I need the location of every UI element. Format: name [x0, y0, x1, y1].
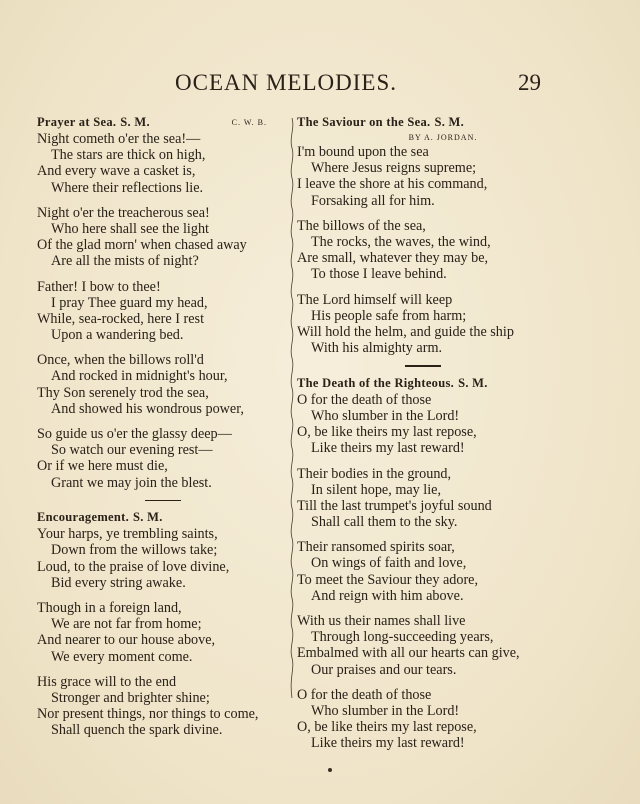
hymn-author: BY A. JORDAN.	[408, 133, 478, 142]
verse-line: Who here shall see the light	[51, 220, 209, 237]
verse-line: Embalmed with all our hearts can give,	[297, 645, 520, 662]
ornament-dot	[328, 768, 332, 772]
verse-line: We are not far from home;	[51, 616, 202, 633]
hymn-title-text: Encouragement.	[37, 510, 130, 525]
verse-line: Upon a wandering bed.	[51, 327, 184, 344]
left-column	[37, 114, 289, 748]
verse-line: Our praises and our tears.	[311, 661, 457, 678]
verse-line: The rocks, the waves, the wind,	[311, 233, 491, 250]
verse-line: To meet the Saviour they adore,	[297, 571, 479, 588]
hymn-title	[297, 375, 549, 392]
verse-line: The stars are thick on high,	[51, 147, 206, 164]
verse-line: So guide us o'er the glassy deep—	[37, 426, 232, 442]
verse-line: I pray Thee guard my head,	[51, 294, 208, 311]
running-title: OCEAN MELODIES.	[175, 70, 397, 95]
hymn-title-text: The Death of the Righteous.	[297, 375, 455, 390]
verse-line: Though in a foreign land,	[37, 600, 182, 616]
verse-line: So watch our evening rest—	[51, 442, 213, 459]
stanza	[297, 687, 549, 752]
verse-line: While, sea-rocked, here I rest	[37, 310, 205, 327]
section-rule	[145, 500, 181, 502]
verse-line: Shall call them to the sky.	[311, 514, 458, 531]
verse-line: Their ransomed spirits soar,	[297, 539, 455, 556]
verse-line: Through long-succeeding years,	[311, 629, 494, 646]
verse-line: Where their reflections lie.	[51, 179, 204, 196]
verse-line: The Lord himself will keep	[297, 291, 453, 308]
stanza	[297, 392, 549, 457]
verse-line: Who slumber in the Lord!	[311, 407, 460, 424]
stanza	[37, 131, 289, 196]
stanza	[297, 218, 549, 283]
verse-line: Shall quench the spark divine.	[51, 722, 223, 739]
verse-line: Bid every string awake.	[51, 574, 186, 591]
verse-line: Are all the mists of night?	[51, 253, 199, 270]
verse-line: Or if we here must die,	[37, 458, 168, 475]
verse-line: O for the death of those	[297, 391, 432, 408]
section-rule	[405, 365, 441, 367]
stanza	[297, 292, 549, 357]
stanza	[297, 613, 549, 678]
verse-line: Will hold the helm, and guide the ship	[297, 323, 514, 340]
verse-line: Stronger and brighter shine;	[51, 689, 210, 706]
verse-line: Like theirs my last reward!	[311, 440, 465, 457]
verse-line: Thy Son serenely trod the sea,	[37, 384, 209, 401]
hymn-title	[297, 114, 549, 131]
verse-line: Till the last trumpet's joyful sound	[297, 497, 492, 514]
verse-line: Who slumber in the Lord!	[311, 702, 460, 719]
column-divider	[289, 118, 295, 698]
verse-line: I'm bound upon the sea	[297, 144, 429, 160]
stanza	[37, 526, 289, 591]
verse-line: Once, when the billows roll'd	[37, 352, 204, 369]
verse-line: Where Jesus reigns supreme;	[311, 160, 477, 177]
verse-line: O, be like theirs my last repose,	[297, 719, 477, 736]
verse-line: O for the death of those	[297, 686, 432, 703]
hymn-title-text: Prayer at Sea.	[37, 115, 117, 129]
verse-line: To those I leave behind.	[311, 266, 447, 283]
verse-line: Are small, whatever they may be,	[297, 250, 489, 267]
verse-line: Down from the willows take;	[51, 542, 218, 559]
hymn-meter: S. M.	[434, 115, 465, 129]
verse-line: O, be like theirs my last repose,	[297, 424, 477, 441]
verse-line: His people safe from harm;	[311, 307, 467, 324]
verse-line: Grant we may join the blest.	[51, 474, 212, 491]
verse-line: Loud, to the praise of love divine,	[37, 558, 230, 575]
verse-line: On wings of faith and love,	[311, 555, 467, 572]
stanza	[37, 674, 289, 739]
stanza	[297, 466, 549, 531]
verse-line: Night cometh o'er the sea!—	[37, 131, 201, 147]
stanza	[37, 352, 289, 417]
verse-line: With his almighty arm.	[311, 340, 443, 357]
verse-line: Of the glad morn' when chased away	[37, 237, 247, 254]
stanza	[37, 205, 289, 270]
stanza	[297, 144, 549, 209]
hymn	[297, 114, 549, 356]
verse-line: With us their names shall live	[297, 613, 466, 629]
verse-line: His grace will to the end	[37, 673, 177, 690]
verse-line: And every wave a casket is,	[37, 163, 196, 180]
verse-line: Like theirs my last reward!	[311, 735, 465, 752]
hymn	[37, 509, 289, 738]
hymn-title	[37, 114, 289, 131]
verse-line: Your harps, ye trembling saints,	[37, 526, 218, 543]
verse-line: The billows of the sea,	[297, 217, 426, 234]
stanza	[37, 426, 289, 491]
verse-line: Father! I bow to thee!	[37, 278, 161, 295]
verse-line: In silent hope, may lie,	[311, 481, 442, 498]
hymn	[297, 375, 549, 752]
verse-line: And reign with him above.	[311, 587, 464, 604]
hymn-title-text: The Saviour on the Sea.	[297, 115, 431, 129]
verse-line: Nor present things, nor things to come,	[37, 706, 259, 723]
hymn	[37, 114, 289, 491]
page-header	[0, 70, 640, 104]
stanza	[297, 539, 549, 604]
stanza	[37, 600, 289, 665]
verse-line: And nearer to our house above,	[37, 632, 216, 649]
page-number: 29	[518, 70, 541, 95]
hymn-meter: S. M.	[458, 375, 488, 390]
verse-line: Night o'er the treacherous sea!	[37, 204, 210, 221]
verse-line: And rocked in midnight's hour,	[51, 368, 228, 385]
hymn-meter: S. M.	[120, 115, 150, 129]
right-column	[297, 114, 549, 761]
hymn-author: C. W. B.	[231, 118, 267, 127]
verse-line: I leave the shore at his command,	[297, 176, 488, 193]
verse-line: Their bodies in the ground,	[297, 465, 452, 482]
hymn-meter: S. M.	[133, 510, 163, 525]
hymn-title	[37, 509, 289, 526]
verse-line: Forsaking all for him.	[311, 192, 435, 209]
verse-line: And showed his wondrous power,	[51, 400, 244, 417]
verse-line: We every moment come.	[51, 648, 193, 665]
stanza	[37, 279, 289, 344]
